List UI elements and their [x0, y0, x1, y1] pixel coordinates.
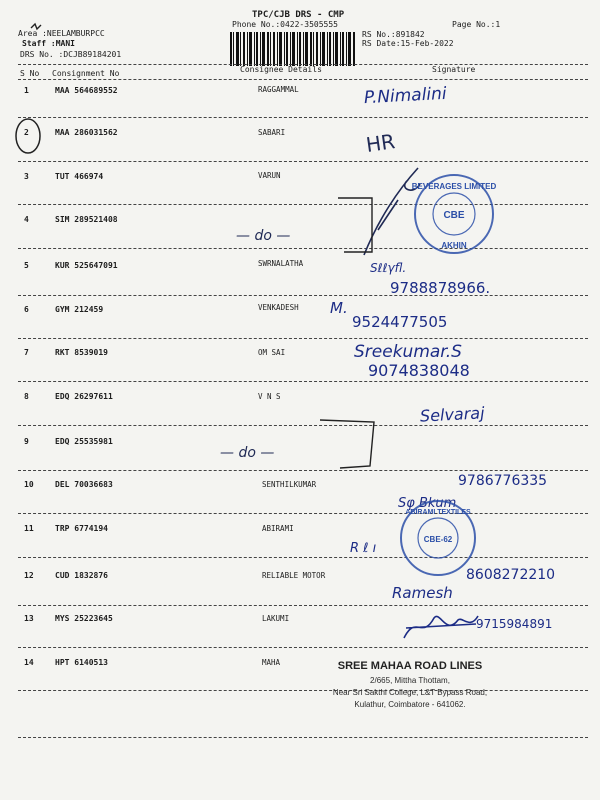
- row-divider: [18, 425, 588, 426]
- row-consignment: MAA 564689552: [55, 86, 118, 95]
- row-divider: [18, 381, 588, 382]
- row-consignment: TRP 6774194: [55, 524, 108, 533]
- row-consignment: DEL 70036683: [55, 480, 113, 489]
- handwritten-phone: 9524477505: [352, 313, 448, 331]
- circle-mark: [10, 116, 46, 156]
- row-divider: [18, 513, 588, 514]
- row-divider: [18, 117, 588, 118]
- handwritten-phone: 9715984891: [476, 617, 553, 631]
- col-header-signature: Signature: [432, 65, 476, 74]
- bracket-mark: [318, 418, 376, 474]
- company-stamp: [398, 498, 478, 578]
- row-sno: 8: [24, 392, 29, 401]
- rs-number: RS No.:891842: [362, 30, 425, 39]
- row-divider: [18, 161, 588, 162]
- row-consignee: LAKUMI: [262, 614, 290, 623]
- row-consignee: RELIABLE MOTOR: [262, 571, 326, 580]
- row-consignment: KUR 525647091: [55, 261, 118, 270]
- row-consignment: RKT 8539019: [55, 348, 108, 357]
- handwritten-phone: 8608272210: [466, 567, 556, 583]
- row-sno: 5: [24, 261, 29, 270]
- row-sno: 10: [24, 480, 34, 489]
- handwritten-phone: 9788878966.: [390, 279, 491, 297]
- row-consignee: SWRNALATHA: [258, 259, 304, 268]
- page-number: Page No.:1: [452, 20, 501, 29]
- row-consignment: MAA 286031562: [55, 128, 118, 137]
- col-header-consignee: Consignee Details: [240, 65, 322, 74]
- row-consignee: SABARI: [258, 128, 286, 137]
- row-divider: [18, 248, 588, 249]
- barcode: [230, 32, 356, 66]
- row-consignment: SIM 289521408: [55, 215, 118, 224]
- row-divider: [18, 470, 588, 471]
- company-stamp: [412, 172, 496, 256]
- row-sno: 13: [24, 614, 34, 623]
- row-sno: 6: [24, 305, 29, 314]
- row-divider: [18, 338, 588, 339]
- row-consignment: HPT 6140513: [55, 658, 108, 667]
- stamp-text: AKHIN: [441, 241, 467, 250]
- row-sno: 9: [24, 437, 29, 446]
- row-consignment: MYS 25223645: [55, 614, 113, 623]
- row-consignee: VENKADESH: [258, 303, 299, 312]
- handwritten-signature: HR: [364, 129, 397, 157]
- row-sno: 7: [24, 348, 29, 357]
- row-sno: 12: [24, 571, 34, 580]
- stamp-text: ABIRAMI TEXTILES: [405, 509, 471, 516]
- row-consignee: MAHA: [262, 658, 281, 667]
- row-consignee: SENTHILKUMAR: [262, 480, 317, 489]
- row-consignee: ABIRAMI: [262, 524, 294, 533]
- row-consignment: EDQ 25535981: [55, 437, 113, 446]
- staff-label: Staff :MANI: [22, 39, 75, 48]
- col-header-consignment: Consignment No: [52, 69, 120, 78]
- phone-number: Phone No.:0422-3505555: [232, 20, 338, 29]
- signature-scrawl: R ℓ ı: [350, 541, 377, 556]
- col-header-sno: S No: [20, 69, 40, 78]
- row-consignee: OM SAI: [258, 348, 286, 357]
- row-consignee: VARUN: [258, 171, 281, 180]
- signature-scrawl: [400, 610, 480, 642]
- area-label: Area :NEELAMBURPCC: [18, 29, 105, 38]
- stamp-text: BEVERAGES LIMITED: [412, 182, 496, 191]
- row-divider: [18, 737, 588, 738]
- row-sno: 3: [24, 172, 29, 181]
- scribble-mark: [30, 22, 42, 32]
- company-address: Kulathur, Coimbatore - 641062.: [354, 700, 466, 709]
- rs-date: RS Date:15-Feb-2022: [362, 39, 454, 48]
- handwritten-name: Ramesh: [392, 584, 453, 602]
- handwritten-signature: M.: [330, 299, 348, 317]
- stamp-text: CBE: [443, 210, 465, 221]
- handwritten-phone: 9074838048: [368, 361, 470, 380]
- ditto-mark: — do —: [236, 228, 291, 244]
- row-consignment: TUT 466974: [55, 172, 104, 181]
- row-consignment: GYM 212459: [55, 305, 104, 314]
- row-sno: 14: [24, 658, 34, 667]
- row-divider: [18, 647, 588, 648]
- signature-scrawl: Sℓℓγfl.: [370, 261, 407, 275]
- document-title: TPC/CJB DRS - CMP: [252, 10, 345, 20]
- row-consignee: RAGGAMMAL: [258, 85, 299, 94]
- row-sno: 4: [24, 215, 29, 224]
- row-sno: 11: [24, 524, 34, 533]
- row-divider: [18, 557, 588, 558]
- company-name: SREE MAHAA ROAD LINES: [337, 660, 483, 672]
- row-sno: 1: [24, 86, 29, 95]
- row-divider: [18, 204, 588, 205]
- row-divider: [18, 605, 588, 606]
- handwritten-name: Sreekumar.S: [354, 342, 462, 362]
- company-address: 2/665, Mittha Thottam,: [370, 676, 450, 685]
- drs-number: DRS No. :DCJB89184201: [20, 50, 122, 59]
- bracket-mark: [336, 196, 376, 254]
- divider: [18, 79, 588, 80]
- handwritten-phone: 9786776335: [458, 473, 548, 489]
- company-address: Near Sri Sakthi College, L&T Bypass Road,: [332, 688, 488, 697]
- ditto-mark: — do —: [220, 445, 275, 461]
- signature-scrawl: Sφ Bkum: [398, 496, 457, 511]
- row-consignee: V N S: [258, 392, 281, 401]
- handwritten-signature: Selvaraj: [419, 403, 485, 426]
- row-consignment: CUD 1832876: [55, 571, 108, 580]
- handwritten-signature: P.Nimalini: [363, 83, 448, 109]
- row-divider: [18, 295, 588, 296]
- stamp-text: CBE-62: [423, 535, 453, 544]
- row-sno: 2: [24, 128, 29, 137]
- row-consignment: EDQ 26297611: [55, 392, 113, 401]
